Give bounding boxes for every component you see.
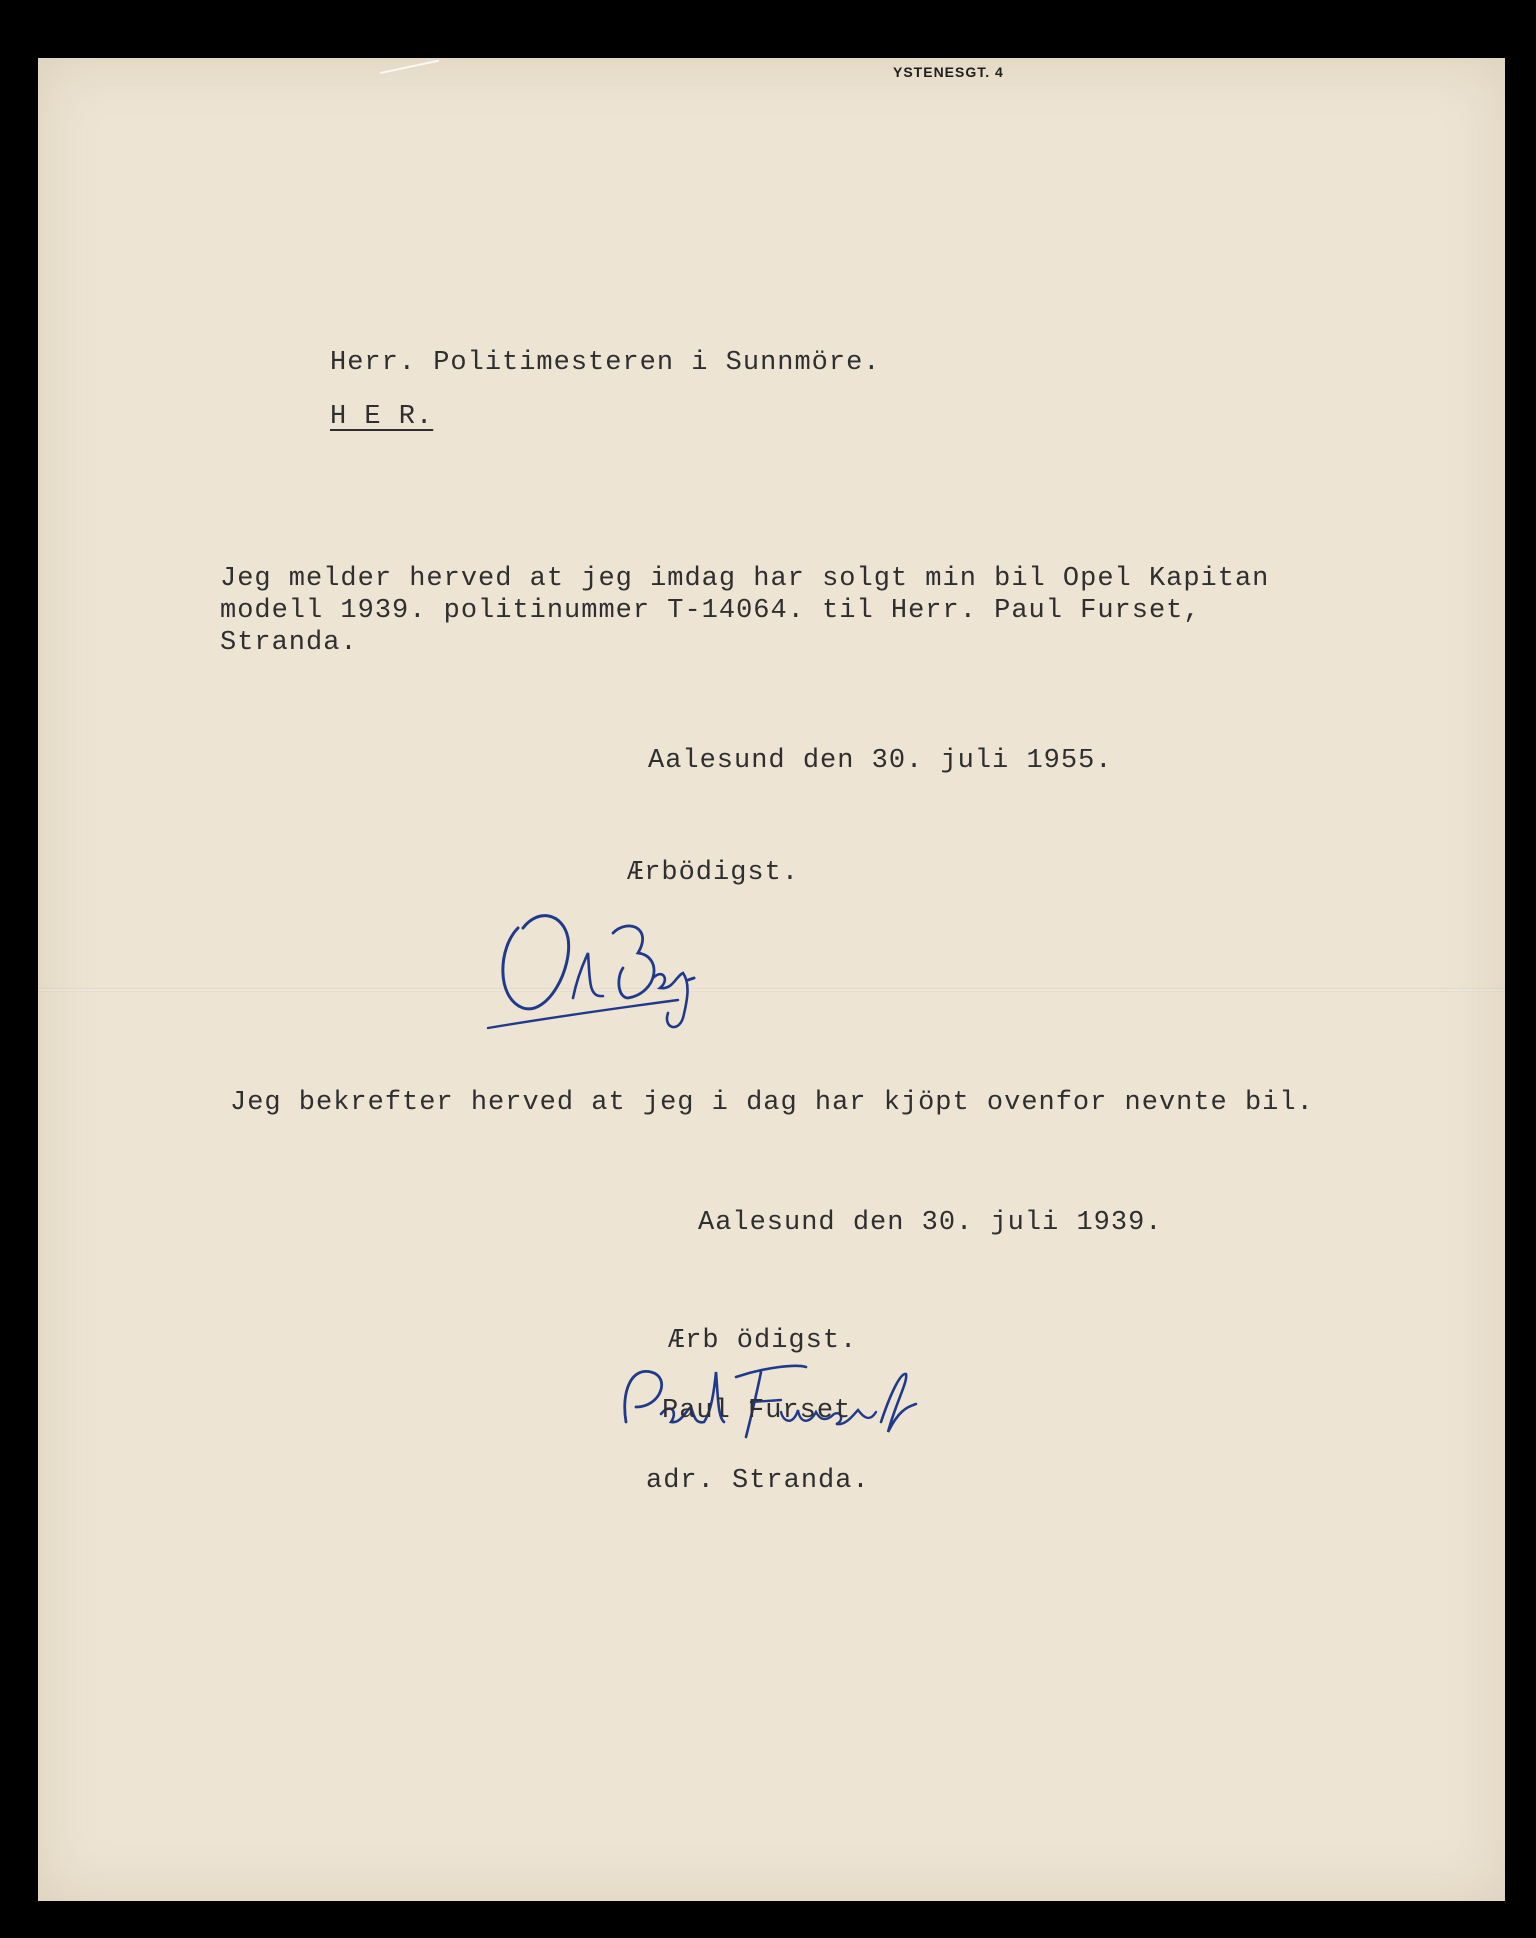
buyer-place-date: Aalesund den 30. juli 1939. bbox=[698, 1208, 1163, 1238]
letter-page bbox=[38, 58, 1505, 1901]
seller-place-date: Aalesund den 30. juli 1955. bbox=[648, 746, 1113, 776]
buyer-confirmation: Jeg bekrefter herved at jeg i dag har kjöpt ovenfor nevnte bil. bbox=[230, 1088, 1314, 1118]
letterhead-address: YSTENESGT. 4 bbox=[893, 64, 1004, 80]
buyer-address: adr. Stranda. bbox=[646, 1466, 870, 1496]
local-marker: H E R. bbox=[330, 402, 434, 432]
seller-signature-graphic bbox=[478, 858, 738, 1038]
seller-signature bbox=[478, 858, 738, 1038]
sale-notice-line-2: modell 1939. politinummer T-14064. til Herr. Paul Furset, bbox=[220, 596, 1201, 626]
buyer-typed-name: Paul Furset bbox=[662, 1396, 852, 1426]
addressee-line: Herr. Politimesteren i Sunnmöre. bbox=[330, 348, 881, 378]
paper-tear bbox=[377, 58, 439, 74]
sale-notice-line-1: Jeg melder herved at jeg imdag har solgt min bil Opel Kapitan bbox=[220, 564, 1270, 594]
sale-notice-line-3: Stranda. bbox=[220, 628, 358, 658]
seller-closing: Ærbödigst. bbox=[627, 858, 800, 888]
paper-fold bbox=[38, 988, 1505, 992]
buyer-closing: Ærb ödigst. bbox=[668, 1326, 858, 1356]
